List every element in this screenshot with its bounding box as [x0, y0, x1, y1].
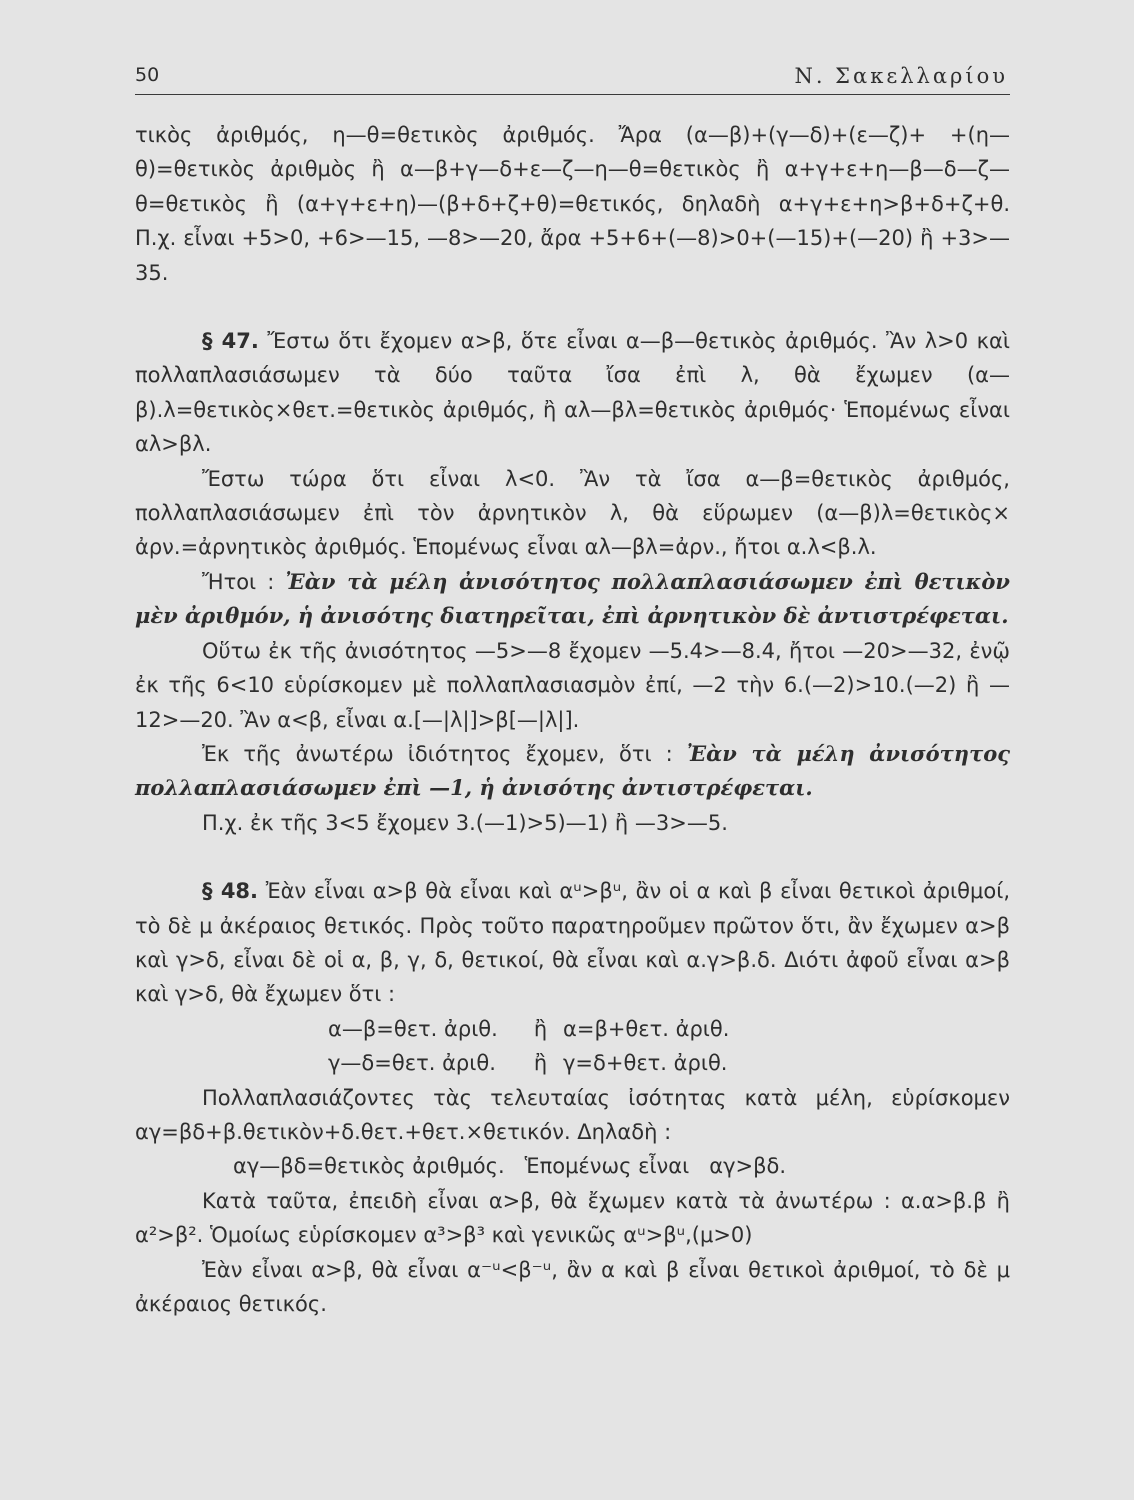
- page-number: 50: [135, 64, 160, 86]
- running-head-author: Ν. Σακελλαρίου: [794, 64, 1008, 88]
- equation-1-conjunction: ἢ: [533, 1016, 548, 1041]
- paragraph-rule-2: [135, 737, 1010, 806]
- paragraph-negative-lambda: Ἔστω τώρα ὅτι εἶναι λ<0. Ἂν τὰ ἴσα α—β=θετικὸς ἀριθμός, πολλαπλασιάσωμεν ἐπὶ τὸν ἀρνητικὸν λ, θὰ εὕρωμεν (α—β)λ=θετικὸς× ἀρν.=ἀρνητικὸς ἀριθμός. Ἑπομένως εἶναι αλ—βλ=ἀρν., ἤτοι α.λ<β.λ.: [135, 466, 1010, 560]
- section-47-number: § 47.: [202, 329, 259, 354]
- page-header: [135, 64, 1010, 95]
- equation-1-right: α=β+θετ. ἀριθ.: [563, 1016, 730, 1041]
- section-48-text: Ἐὰν εἶναι α>β θὰ εἶναι καὶ αᵘ>βᵘ, ἂν οἱ α καὶ β εἶναι θετικοὶ ἀριθμοί, τὸ δὲ μ ἀκέραιος θετικός. Πρὸς τοῦτο παρατηροῦμεν πρῶτον ὅτι, ἂν ἔχωμεν α>β καὶ γ>δ, εἶναι δὲ οἱ α, β, γ, δ, θετικοί, θὰ εἶναι καὶ α.γ>β.δ. Διότι ἀφοῦ εἶναι α>β καὶ γ>δ, θὰ ἔχωμεν ὅτι :: [135, 879, 1010, 1007]
- equation-2-conjunction: ἢ: [533, 1051, 548, 1076]
- paragraph-example-1: Οὕτω ἐκ τῆς ἀνισότητος —5>—8 ἔχομεν —5.4>—8.4, ἤτοι —20>—32, ἐνῷ ἐκ τῆς 6<10 εὑρίσκομεν μὲ πολλαπλασιασμὸν ἐπί, —2 τὴν 6.(—2)>10.(—2) ἢ —12>—20. Ἂν α<β, εἶναι α.[—|λ|]>β[—|λ|].: [135, 638, 1010, 732]
- paragraph-powers: Κατὰ ταῦτα, ἐπειδὴ εἶναι α>β, θὰ ἔχωμεν κατὰ τὰ ἀνωτέρω : α.α>β.β ἢ α²>β². Ὁμοίως εὑρίσκομεν α³>β³ καὶ γενικῶς αᵘ>βᵘ,(μ>0): [135, 1188, 1010, 1248]
- paragraph-example-2: Π.χ. ἐκ τῆς 3<5 ἔχομεν 3.(—1)>5)—1) ἢ —3>—5.: [202, 810, 728, 835]
- paragraph-continuation: τικὸς ἀριθμός, η—θ=θετικὸς ἀριθμός. Ἄρα (α—β)+(γ—δ)+(ε—ζ)+ +(η—θ)=θετικὸς ἀριθμὸς ἢ α—β+γ—δ+ε—ζ—η—θ=θετικὸς ἢ α+γ+ε+η—β—δ—ζ—θ=θετικὸς ἢ (α+γ+ε+η)—(β+δ+ζ+θ)=θετικός, δηλαδὴ α+γ+ε+η>β+δ+ζ+θ. Π.χ. εἶναι +5>0, +6>—15, —8>—20, ἄρα +5+6+(—8)>0+(—15)+(—20) ἢ +3>—35.: [135, 123, 1010, 285]
- rule-1-theorem: Ἐὰν τὰ μέλη ἀνισότητος πολλαπλασιάσωμεν ἐπὶ θετικὸν μὲν ἀριθμόν, ἡ ἀνισότης διατηρεῖται, ἐπὶ ἀρνητικὸν δὲ ἀντιστρέφεται.: [135, 568, 1010, 629]
- rule-2-intro: Ἐκ τῆς ἀνωτέρω ἰδιότητος ἔχομεν, ὅτι :: [202, 741, 687, 766]
- paragraph-rule-1: [135, 565, 1010, 634]
- equation-2-left: γ—δ=θετ. ἀριθ.: [328, 1051, 496, 1076]
- equation-line-2: [135, 1046, 1010, 1080]
- rule-1-intro: Ἤτοι :: [202, 569, 286, 594]
- equation-line-1: [135, 1012, 1010, 1046]
- equation-2-right: γ=δ+θετ. ἀριθ.: [563, 1051, 728, 1076]
- rule-2-theorem: Ἐὰν τὰ μέλη ἀνισότητος πολλαπλασιάσωμεν ἐπὶ —1, ἡ ἀνισότης ἀντιστρέφεται.: [135, 740, 1010, 801]
- body-text: [135, 118, 1010, 1321]
- paragraph-negative-powers: Ἐὰν εἶναι α>β, θὰ εἶναι α⁻ᵘ<β⁻ᵘ, ἂν α καὶ β εἶναι θετικοὶ ἀριθμοί, τὸ δὲ μ ἀκέραιος θετικός.: [135, 1257, 1010, 1316]
- section-47-text: Ἔστω ὅτι ἔχομεν α>β, ὅτε εἶναι α—β—θετικὸς ἀριθμός. Ἂν λ>0 καὶ πολλαπλασιάσωμεν τὰ δύο ταῦτα ἴσα ἐπὶ λ, θὰ ἔχωμεν (α—β).λ=θετικὸς×θετ.=θετικὸς ἀριθμός, ἢ αλ—βλ=θετικὸς ἀριθμός· Ἑπομένως εἶναι αλ>βλ.: [135, 329, 1010, 457]
- section-48-number: § 48.: [202, 879, 259, 904]
- equation-line-3: αγ—βδ=θετικὸς ἀριθμός. Ἑπομένως εἶναι αγ>βδ.: [233, 1154, 787, 1179]
- section-48-paragraph: [135, 874, 1010, 1012]
- paragraph-multiplying: Πολλαπλασιάζοντες τὰς τελευταίας ἰσότητας κατὰ μέλη, εὑρίσκομεν αγ=βδ+β.θετικὸν+δ.θετ.+θετ.×θετικόν. Δηλαδὴ :: [135, 1085, 1010, 1144]
- equation-1-left: α—β=θετ. ἀριθ.: [328, 1016, 498, 1041]
- section-47-paragraph: [135, 324, 1010, 462]
